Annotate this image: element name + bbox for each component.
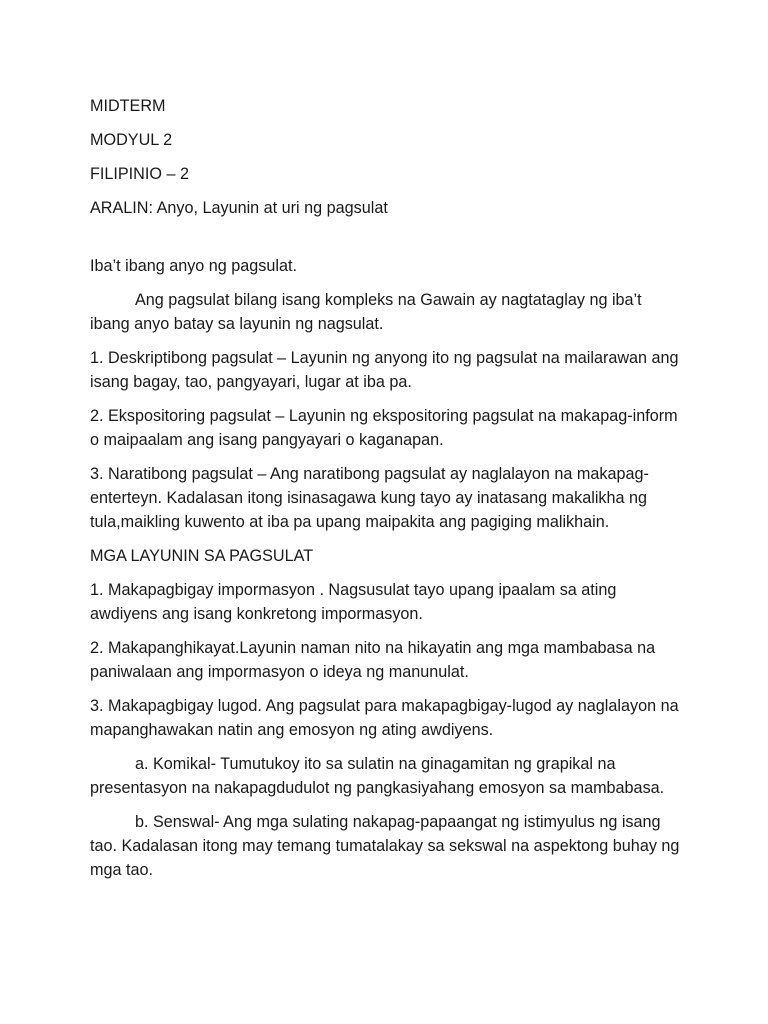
header-subject: FILIPINIO – 2 xyxy=(90,165,189,183)
section2-subitem-b: b. Senswal- Ang mga sulating nakapag-papaangat ng istimyulus ng isang tao. Kadalasan itong may temang tumatalakay sa sekswal na aspektong buhay ng mga tao. xyxy=(90,813,680,879)
section1-item-2: 2. Ekspositoring pagsulat – Layunin ng ekspositoring pagsulat na makapag-inform o maipaalam ang isang pangyayari o kaganapan. xyxy=(90,407,678,449)
section1-item-1: 1. Deskriptibong pagsulat – Layunin ng anyong ito ng pagsulat na mailarawan ang isang bagay, tao, pangyayari, lugar at iba pa. xyxy=(90,349,679,391)
section2-item-2: 2. Makapanghikayat.Layunin naman nito na hikayatin ang mga mambabasa na paniwalaan ang impormasyon o ideya ng manunulat. xyxy=(90,639,656,681)
document-page xyxy=(90,94,680,892)
header-lesson: ARALIN: Anyo, Layunin at uri ng pagsulat xyxy=(90,199,388,217)
section2-title: MGA LAYUNIN SA PAGSULAT xyxy=(90,547,314,565)
section1-intro: Ang pagsulat bilang isang kompleks na Gawain ay nagtataglay ng iba’t ibang anyo batay sa layunin ng nagsulat. xyxy=(90,291,642,333)
section2-subitem-a: a. Komikal- Tumutukoy ito sa sulatin na ginagamitan ng grapikal na presentasyon na nakapagdudulot ng pangkasiyahang emosyon sa mambabasa. xyxy=(90,755,665,797)
section2-item-3: 3. Makapagbigay lugod. Ang pagsulat para makapagbigay-lugod ay naglalayon na mapanghawakan natin ang emosyon ng ating awdiyens. xyxy=(90,697,679,739)
section1-title: Iba’t ibang anyo ng pagsulat. xyxy=(90,257,297,275)
header-modyul: MODYUL 2 xyxy=(90,131,173,149)
spacer xyxy=(90,230,680,254)
section1-item-3: 3. Naratibong pagsulat – Ang naratibong pagsulat ay naglalayon na makapag-enterteyn. Kadalasan itong isinasagawa kung tayo ay inatasang makalikha ng tula,maikling kuwento at iba pa upang maipakita ang pagiging malikhain. xyxy=(90,465,649,531)
section2-item-1: 1. Makapagbigay impormasyon . Nagsusulat tayo upang ipaalam sa ating awdiyens ang isang konkretong impormasyon. xyxy=(90,581,617,623)
header-midterm: MIDTERM xyxy=(90,97,166,115)
